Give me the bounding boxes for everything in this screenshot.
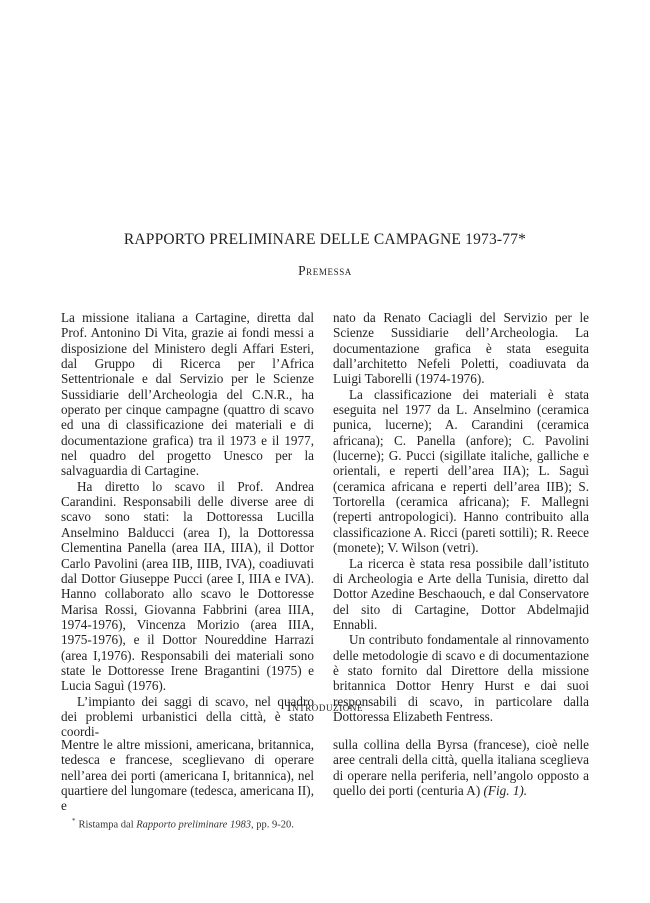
section-heading-premessa: Premessa [298,263,352,278]
footnote [72,817,294,831]
paragraph: La classificazione dei materiali è stata eseguita nel 1977 da L. Anselmino (ceramica punica, lucerne); A. Carandini (ceramica africana); C. Panella (anfore); C. Pavolini (lucerne); G. Pucci (sigillate italiche, galliche e orientali, e reperti dell’area IIA); L. Saguì (ceramica africana e reperti dell’area IIB); S. Tortorella (ceramica africana); F. Mallegni (reperti antropologici). Hanno contribuito alla classificazione A. Ricci (pareti sottili); R. Reece (monete); V. Wilson (vetri). [333,386,589,556]
footnote-mark: * [72,817,76,825]
paragraph [333,737,589,798]
footnote-text-prefix: Ristampa dal [78,819,134,831]
page-title: RAPPORTO PRELIMINARE DELLE CAMPAGNE 1973-77* [123,231,527,248]
paragraph: nato da Renato Caciagli del Servizio per le Scienze Sussidiarie dell’Archeologia. La documentazione grafica è stata eseguita dall’architetto Nefeli Poletti, coadiuvata da Luigi Taborelli (1974-1976). [333,310,589,387]
footnote-text-suffix: , pp. 9-20. [250,819,294,831]
paragraph-text: sulla collina della Byrsa (francese), cioè nelle aree centrali della città, quella italiana sceglieva di operare nella periferia, nell’angolo opposto a quello dei porti (centuria A) [333,737,589,799]
figure-reference: (Fig. 1). [483,783,528,799]
paragraph: Ha diretto lo scavo il Prof. Andrea Carandini. Responsabili delle diverse aree di scavo sono stati: la Dottoressa Lucilla Anselmino Balducci (area I), la Dottoressa Clementina Panella (area IIA, IIIA), il Dottor Carlo Pavolini (area IIB, IIIB, IVA), coadiuvati dal Dottor Giuseppe Pucci (aree I, IIIA e IVA). Hanno collaborato allo scavo le Dottoresse Marisa Rossi, Giovanna Fabbrini (area IIIA, 1974-1976), Vincenza Morizio (area IIIA, 1975-1976), e il Dottor Noureddine Harrazi (area I,1976). Responsabili dei materiali sono state le Dottoresse Irene Bragantini (1975) e Lucia Saguì (1976). [61,478,314,694]
section-heading-introduzione: Introduzione [286,699,364,714]
paragraph: Un contributo fondamentale al rinnovamento delle metodologie di scavo e di documentazione è stato fornito dal Direttore della missione britannica Dottor Henry Hurst e dai suoi responsabili di scavo, in particolare dalla Dottoressa Elizabeth Fentress. [333,632,589,724]
paragraph: L’impianto dei saggi di scavo, nel quadro dei problemi urbanistici della città, è stato coordi- [61,693,314,740]
paragraph: La ricerca è stata resa possibile dall’istituto di Archeologia e Arte della Tunisia, diretto dal Dottor Azedine Beschaouch, e dal Conservatore del sito di Cartagine, Dottor Abdelmajid Ennabli. [333,555,589,632]
introduzione-column-right [333,737,589,798]
paragraph: Mentre le altre missioni, americana, britannica, tedesca e francese, sceglievano di operare nell’area dei porti (americana I, britannica), nel quartiere del lungomare (tedesca, americana II), e [61,737,314,814]
paragraph: La missione italiana a Cartagine, diretta dal Prof. Antonino Di Vita, grazie ai fondi messi a disposizione del Ministero degli Affari Esteri, dal Gruppo di Ricerca per l’Africa Settentrionale e dal Servizio per le Scienze Sussidiarie dell’Archeologia del C.N.R., ha operato per cinque campagne (quattro di scavo ed una di classificazione dei materiali e di documentazione grafica) tra il 1973 e il 1977, nel quadro del progetto Unesco per la salvaguardia di Cartagine. [61,310,314,479]
footnote-cited-title: Rapporto preliminare 1983 [136,819,251,831]
premessa-column-left [61,310,314,740]
premessa-column-right [333,310,589,724]
introduzione-column-left [61,737,314,814]
